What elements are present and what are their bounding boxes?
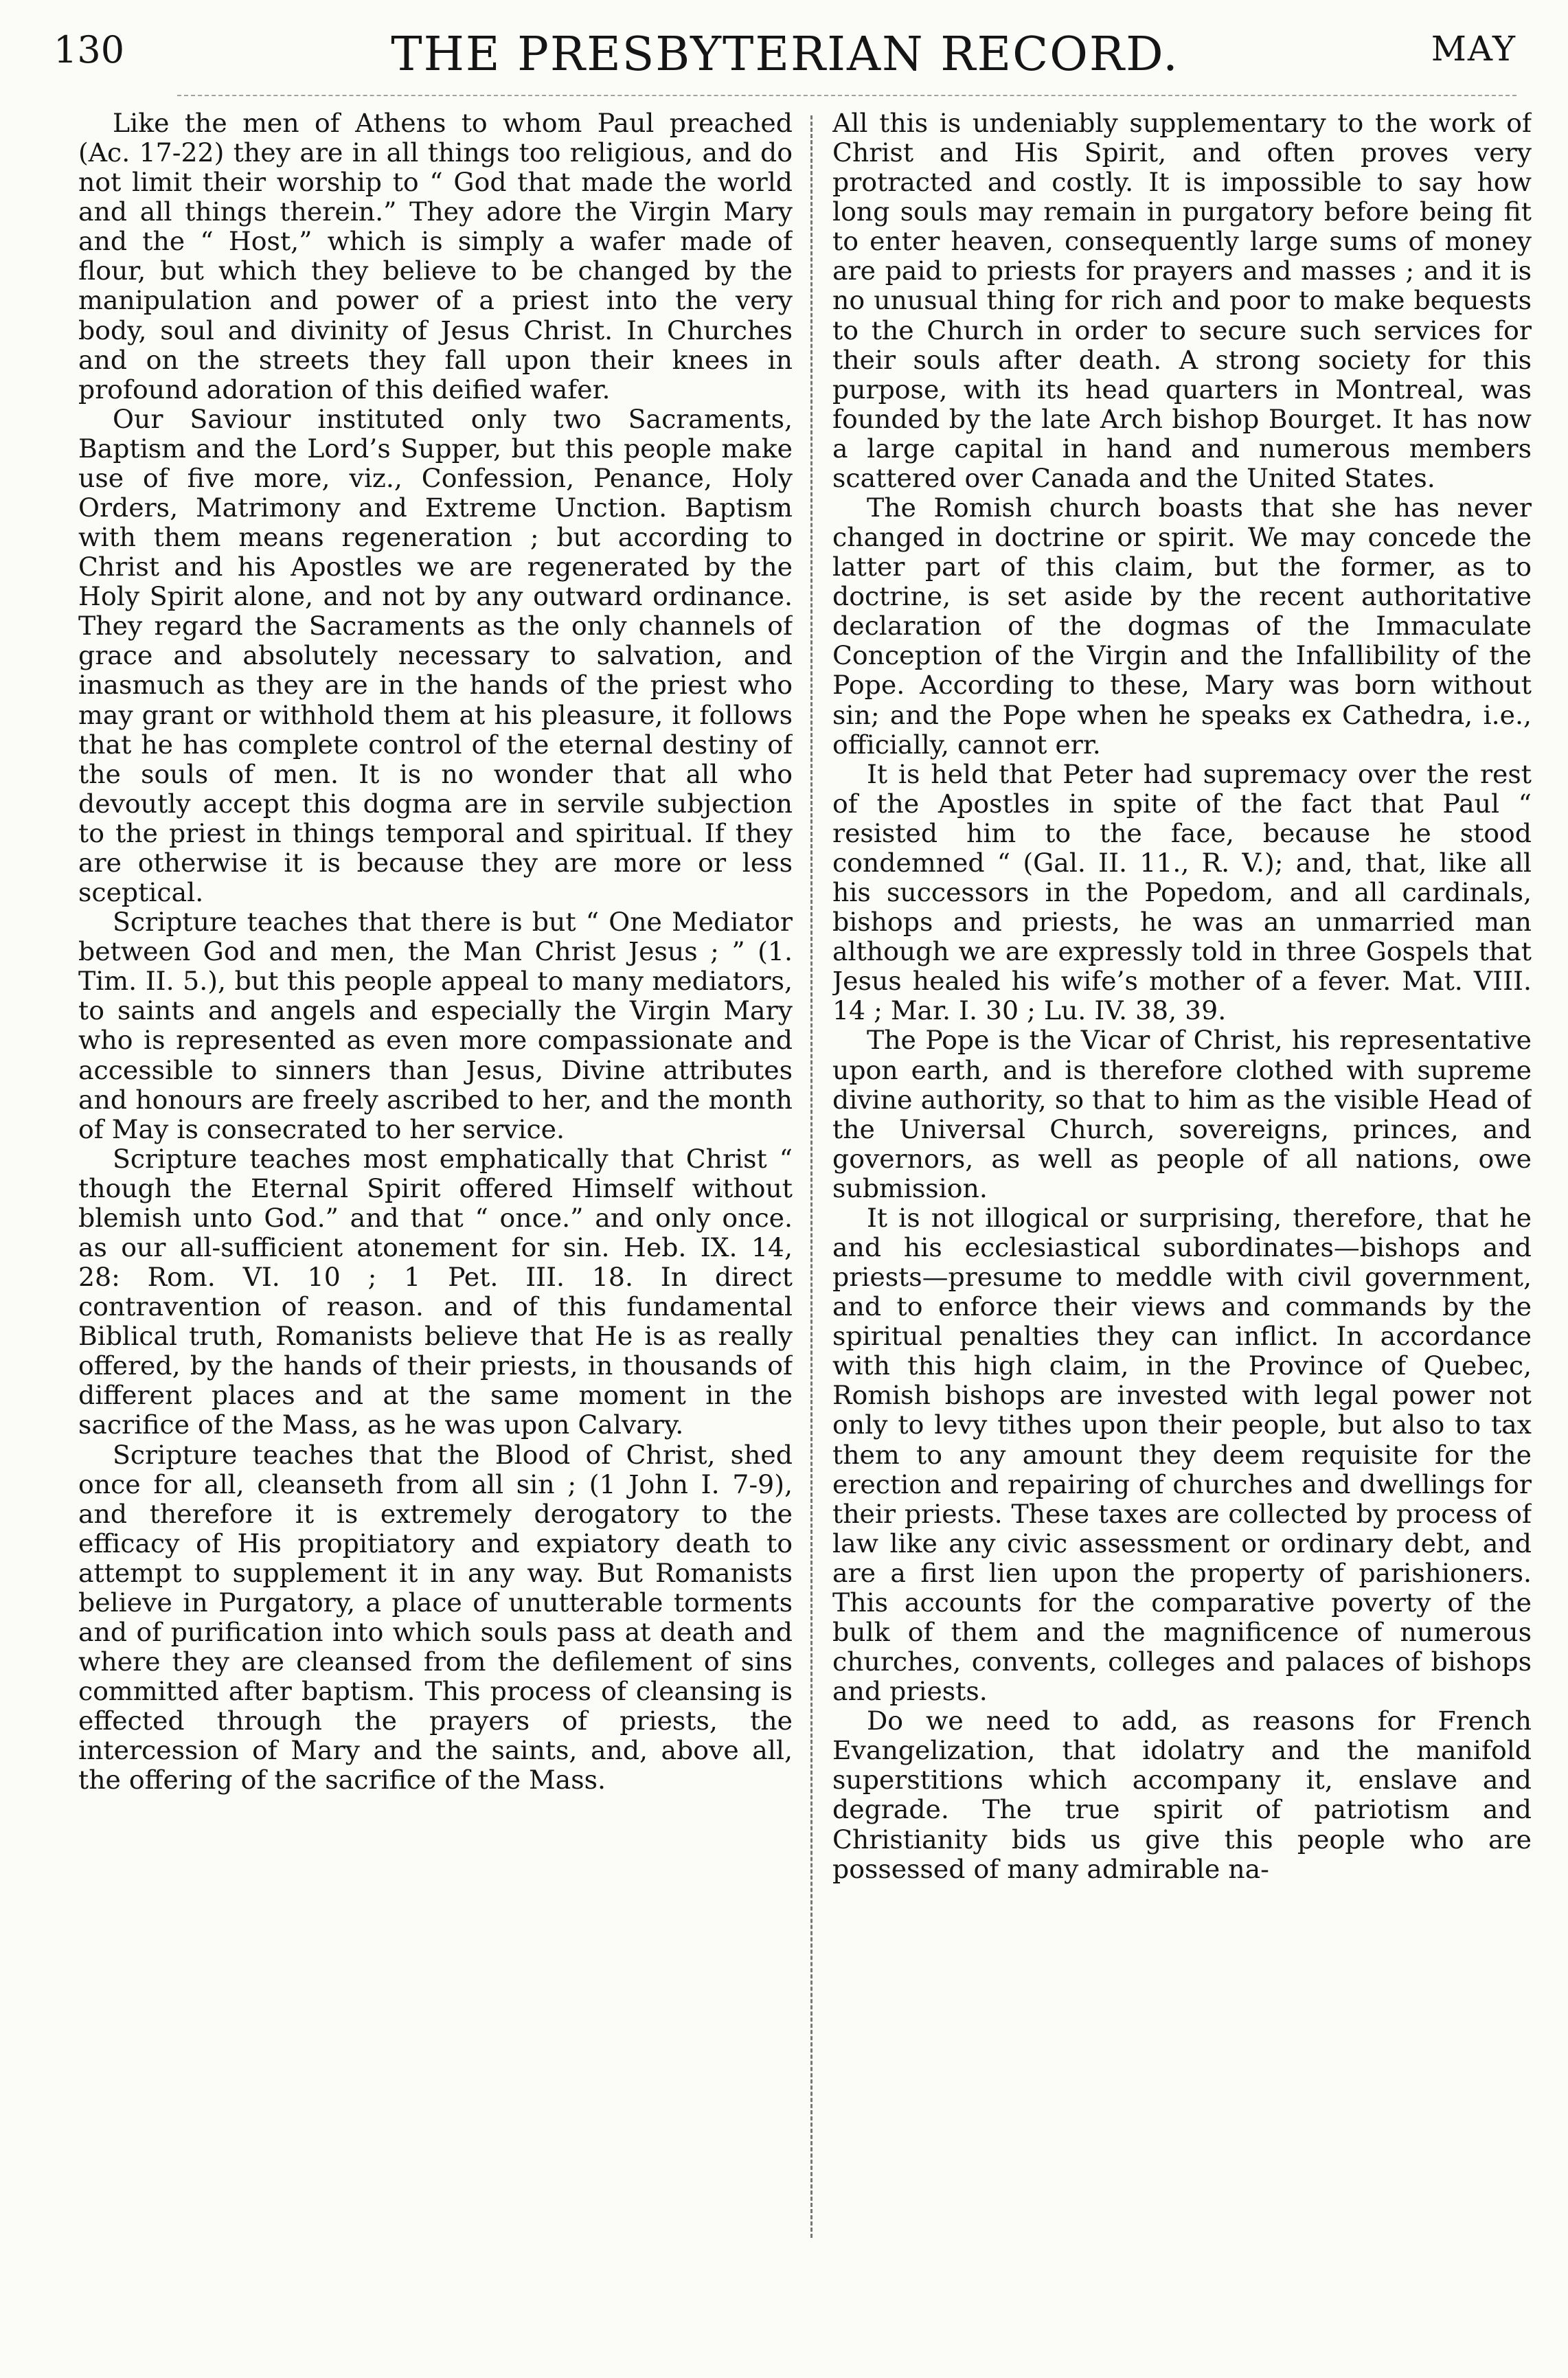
paragraph: Our Saviour instituted only two Sacraments, Baptism and the Lord’s Supper, but this people make use of five more, viz., Confession, Penance, Holy Orders, Matrimony and Extreme Unction. Baptism with them means regeneration ; but according to Christ and his Apostles we are regenerated by the Holy Spirit alone, and not by any outward ordinance. They regard the Sacraments as the only channels of grace and absolutely necessary to salvation, and inasmuch as they are in the hands of the priest who may grant or withhold them at his pleasure, it follows that he has complete control of the eternal destiny of the souls of men. It is no wonder that all who devoutly accept this dogma are in servile subjection to the priest in things temporal and spiritual. If they are otherwise it is because they are more or less sceptical. <box>78 403 793 908</box>
paragraph: Like the men of Athens to whom Paul preached (Ac. 17-22) they are in all things too religious, and do not limit their worship to “ God that made the world and all things therein.” They adore the Virgin Mary and the “ Host,” which is simply a wafer made of flour, but which they believe to be changed by the manipulation and power of a priest into the very body, soul and divinity of Jesus Christ. In Churches and on the streets they fall upon their knees in profound adoration of this deified wafer. <box>78 109 793 405</box>
paragraph: The Pope is the Vicar of Christ, his representative upon earth, and is therefore clothed with supreme divine authority, so that to him as the visible Head of the Universal Church, sovereigns, princes, and governors, as well as people of all nations, owe submission. <box>832 1025 1532 1203</box>
issue-month: MAY <box>1431 29 1516 69</box>
paragraph: Scripture teaches most emphatically that Christ “ though the Eternal Spirit offered Himself without blemish unto God.” and that “ once.” and only once. as our all-sufficient atonement for sin. Heb. IX. 14, 28: Rom. VI. 10 ; 1 Pet. III. 18. In direct contravention of reason. and of this fundamental Biblical truth, Romanists believe that He is as really offered, by the hands of their priests, in thousands of different places and at the same moment in the sacrifice of the Mass, as he was upon Calvary. <box>78 1143 793 1440</box>
page-header <box>54 26 1516 88</box>
paragraph: Scripture teaches that the Blood of Christ, shed once for all, cleanseth from all sin ; (1 John I. 7-9), and therefore it is extremely derogatory to the efficacy of His propitiatory and expiatory death to attempt to supplement it in any way. But Romanists believe in Purgatory, a place of unutterable torments and of purification into which souls pass at death and where they are cleansed from the defilement of sins committed after baptism. This process of cleansing is effected through the prayers of priests, the intercession of Mary and the saints, and, above all, the offering of the sacrifice of the Mass. <box>78 1439 793 1796</box>
paragraph: It is held that Peter had supremacy over the rest of the Apostles in spite of the fact that Paul “ resisted him to the face, because he stood condemned “ (Gal. II. 11., R. V.); and, that, like all his successors in the Popedom, and all cardinals, bishops and priests, he was an unmarried man although we are expressly told in three Gospels that Jesus healed his wife’s mother of a fever. Mat. VIII. 14 ; Mar. I. 30 ; Lu. IV. 38, 39. <box>832 758 1532 1026</box>
header-rule <box>177 95 1516 96</box>
right-column <box>832 109 1532 2351</box>
left-column <box>78 109 793 2351</box>
running-title: THE PRESBYTERIAN RECORD. <box>391 27 1179 82</box>
page-number: 130 <box>54 28 125 71</box>
column-divider <box>810 115 813 2238</box>
paragraph: Scripture teaches that there is but “ One Mediator between God and men, the Man Christ Jesus ; ” (1. Tim. II. 5.), but this people appeal to many mediators, to saints and angels and especially the Virgin Mary who is represented as even more compassionate and accessible to sinners than Jesus, Divine attributes and honours are freely ascribed to her, and the month of May is consecrated to her service. <box>78 907 793 1144</box>
paragraph: All this is undeniably supplementary to the work of Christ and His Spirit, and often proves very protracted and costly. It is impossible to say how long souls may remain in purgatory before being fit to enter heaven, consequently large sums of money are paid to priests for prayers and masses ; and it is no unusual thing for rich and poor to make bequests to the Church in order to secure such services for their souls after death. A strong society for this purpose, with its head quarters in Montreal, was founded by the late Arch bishop Bourget. It has now a large capital in hand and numerous members scattered over Canada and the United States. <box>832 109 1532 493</box>
paragraph: The Romish church boasts that she has never changed in doctrine or spirit. We may concede the latter part of this claim, but the former, as to doctrine, is set aside by the recent authoritative declaration of the dogmas of the Immaculate Conception of the Virgin and the Infallibility of the Pope. According to these, Mary was born without sin; and the Pope when he speaks ex Cathedra, i.e., officially, cannot err. <box>832 492 1532 760</box>
paragraph: Do we need to add, as reasons for French Evangelization, that idolatry and the manifold superstitions which accompany it, enslave and degrade. The true spirit of patriotism and Christianity bids us give this people who are possessed of many admirable na- <box>832 1706 1532 1884</box>
paragraph: It is not illogical or surprising, therefore, that he and his ecclesiastical subordinates—bishops and priests—presume to meddle with civil government, and to enforce their views and commands by the spiritual penalties they can inflict. In accordance with this high claim, in the Province of Quebec, Romish bishops are invested with legal power not only to levy tithes upon their people, but also to tax them to any amount they deem requisite for the erection and repairing of churches and dwellings for their priests. These taxes are collected by process of law like any civic assessment or ordinary debt, and are a first lien upon the property of parishioners. This accounts for the comparative poverty of the bulk of them and the magnificence of numerous churches, convents, colleges and palaces of bishops and priests. <box>832 1202 1532 1707</box>
